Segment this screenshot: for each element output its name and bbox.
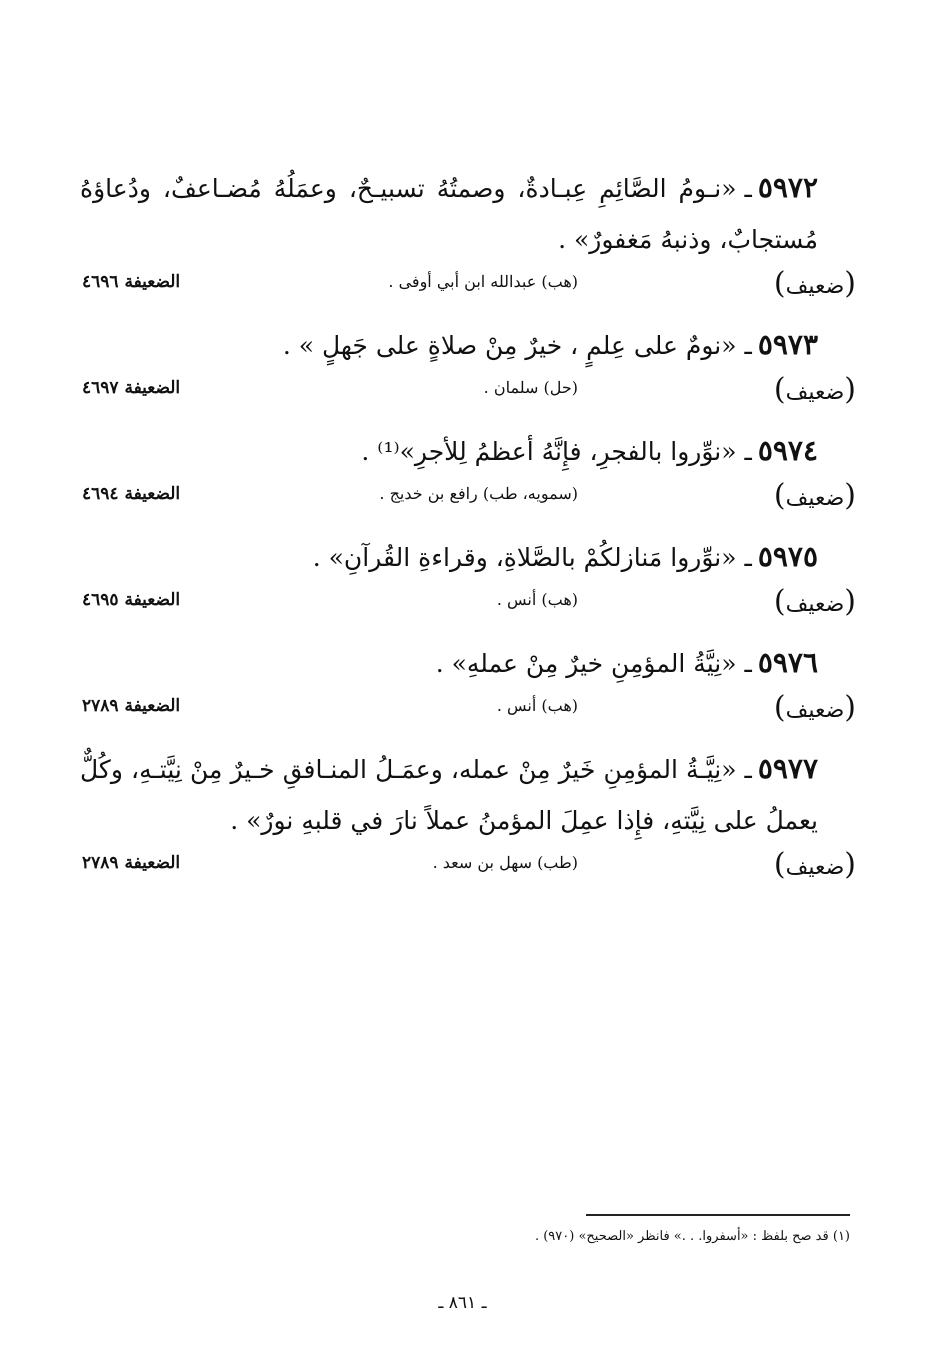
- hadith-source: (هب) عبدالله ابن أبي أوفى .: [388, 272, 578, 291]
- hadith-text: «نوِّروا مَنازلكُمْ بالصَّلاةِ، وقراءةِ القُرآنِ» .: [312, 543, 737, 572]
- hadith-text: «نوِّروا بالفجرِ، فإِنَّهُ أعظمُ لِلأجرِ»⁽¹⁾ .: [361, 437, 737, 466]
- hadith-entry: [80, 162, 856, 319]
- hadith-list: [80, 162, 856, 900]
- hadith-text: «نـومُ الصَّائِمِ عِبـادةٌ، وصمتُهُ تسبيـحٌ، وعمَلُهُ مُضـاعفٌ، ودُعاؤهُ مُستجابٌ، وذنبهُ مَغفورٌ» .: [80, 174, 818, 254]
- hadith-reference: الضعيفة ٢٧٨٩: [82, 696, 181, 716]
- hadith-source: (هب) أنس .: [496, 696, 578, 715]
- grade-label: ضعيف: [785, 698, 845, 723]
- grade-row: [80, 689, 856, 743]
- hadith-entry: [80, 743, 856, 900]
- grade-verdict: (ضعيف): [773, 847, 856, 882]
- grade-verdict: (ضعيف): [773, 584, 856, 619]
- page-number: ـ ٨٦١ ـ: [438, 1293, 487, 1313]
- hadith-entry: [80, 319, 856, 425]
- grade-verdict: (ضعيف): [773, 690, 856, 725]
- hadith-source: (طب) سهل بن سعد .: [432, 853, 578, 872]
- hadith-reference: الضعيفة ٤٦٩٤: [82, 484, 181, 504]
- hadith-number: ٥٩٧٣: [757, 328, 818, 361]
- grade-label: ضعيف: [785, 486, 845, 511]
- hadith-source: (حل) سلمان .: [483, 378, 578, 397]
- hadith-number: ٥٩٧٢: [757, 171, 818, 204]
- hadith-source: (سمويه، طب) رافع بن خديج .: [379, 484, 578, 503]
- hadith-text: «نِيَّـةُ المؤمِنِ خَيرٌ مِنْ عمله، وعمَـلُ المنـافقِ خـيرٌ مِنْ نِيَّتـهِ، وكُلٌّ يعملُ على نِيَّتهِ، فإِذا عمِلَ المؤمنُ عملاً نارَ في قلبهِ نورٌ» .: [80, 755, 818, 835]
- hadith-text: «نومٌ على عِلمٍ ، خيرٌ مِنْ صلاةٍ على جَهلٍ » .: [282, 331, 737, 360]
- hadith-dash: ـ: [744, 331, 752, 360]
- hadith-entry: [80, 637, 856, 743]
- hadith-dash: ـ: [744, 755, 752, 784]
- hadith-text-line: [80, 743, 818, 846]
- hadith-text-line: [80, 425, 818, 477]
- footnote-divider: [586, 1214, 850, 1216]
- hadith-text-line: [80, 319, 818, 371]
- hadith-entry: [80, 425, 856, 531]
- grade-label: ضعيف: [785, 274, 845, 299]
- grade-row: [80, 371, 856, 425]
- hadith-dash: ـ: [744, 543, 752, 572]
- hadith-entry: [80, 531, 856, 637]
- grade-verdict: (ضعيف): [773, 266, 856, 301]
- hadith-dash: ـ: [744, 437, 752, 466]
- grade-verdict: (ضعيف): [773, 478, 856, 513]
- grade-label: ضعيف: [785, 855, 845, 880]
- hadith-text-line: [80, 637, 818, 689]
- hadith-number: ٥٩٧٧: [757, 752, 818, 785]
- hadith-number: ٥٩٧٥: [757, 540, 818, 573]
- hadith-text-line: [80, 162, 818, 265]
- grade-label: ضعيف: [785, 380, 845, 405]
- hadith-number: ٥٩٧٤: [757, 434, 818, 467]
- grade-row: [80, 846, 856, 900]
- hadith-text-line: [80, 531, 818, 583]
- hadith-reference: الضعيفة ٤٦٩٧: [82, 378, 181, 398]
- grade-label: ضعيف: [785, 592, 845, 617]
- grade-row: [80, 265, 856, 319]
- grade-row: [80, 583, 856, 637]
- grade-row: [80, 477, 856, 531]
- hadith-text: «نِيَّةُ المؤمِنِ خيرٌ مِنْ عملهِ» .: [435, 649, 737, 678]
- hadith-reference: الضعيفة ٢٧٨٩: [82, 853, 181, 873]
- footnote: (١) قد صح بلفظ : «أسفروا. . .» فانظر «الصحيح» (٩٧٠) .: [534, 1229, 850, 1244]
- hadith-dash: ـ: [744, 649, 752, 678]
- hadith-dash: ـ: [744, 174, 752, 203]
- hadith-number: ٥٩٧٦: [757, 646, 818, 679]
- grade-verdict: (ضعيف): [773, 372, 856, 407]
- hadith-reference: الضعيفة ٤٦٩٥: [82, 590, 181, 610]
- hadith-source: (هب) أنس .: [496, 590, 578, 609]
- hadith-reference: الضعيفة ٤٦٩٦: [82, 272, 181, 292]
